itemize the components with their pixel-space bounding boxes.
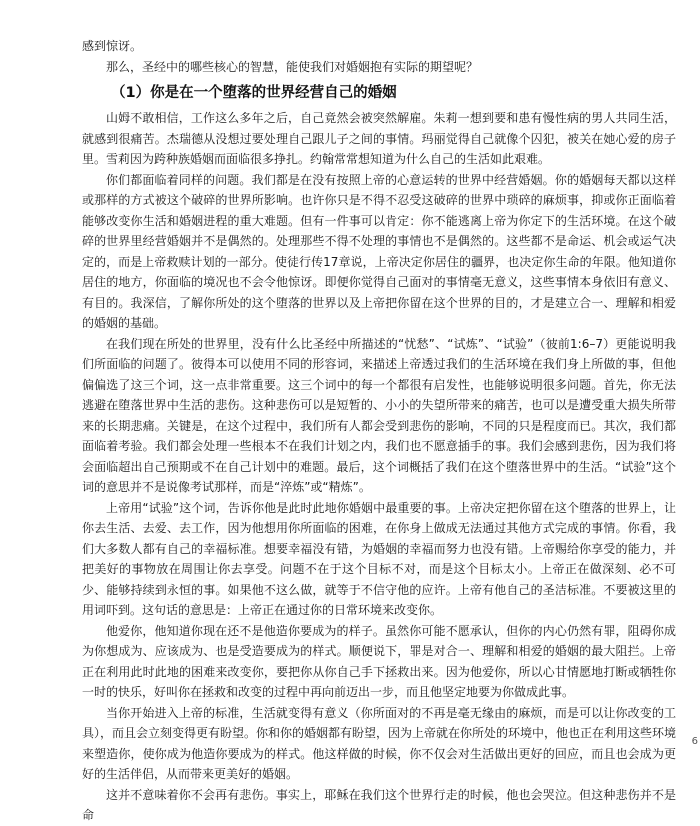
paragraph-1: 山姆不敢相信，工作这么多年之后，自己竟然会被突然解雇。朱莉一想到要和患有慢性病的男人共同生活，就感到很痛苦。杰瑞德从没想过要处理自己跟儿子之间的事情。玛丽觉得自己就像个囚犯，被关在她心爱的房子里。雪莉因为跨种族婚姻而面临很多挣扎。约翰常常想知道为什么自己的生活如此艰难。: [82, 111, 676, 166]
paragraph-3: 在我们现在所处的世界里，没有什么比圣经中所描述的“忧愁”、“试炼”、“试验”（彼前1:6–7）更能说明我们所面临的问题了。彼得本可以使用不同的形容词，来描述上帝透过我们的生活环境在我们身上所做的事，但他偏偏选了这三个词，这一点非常重要。这三个词中的每一个都很有启发性，也能够说明很多问题。首先，你无法逃避在堕落世界中生活的悲伤。这种悲伤可以是短暂的、小小的失望所带来的痛苦，也可以是遭受重大损失所带来的长期悲痛。关键是，在这个过程中，我们所有人都会受到悲伤的影响，不同的只是程度而已。其次，我们都面临着考验。我们都会处理一些根本不在我们计划之内，我们也不愿意插手的事。我们会感到悲伤，因为我们将会面临超出自己预期或不在自己计划中的难题。最后，这个词概括了我们在这个堕落世界中的生活。“试验”这个词的意思并不是说像考试那样，而是“淬炼”或“精炼”。: [82, 336, 676, 494]
paragraph-4: 上帝用“试验”这个词，告诉你他是此时此地你婚姻中最重要的事。上帝决定把你留在这个堕落的世界上，让你去生活、去爱、去工作，因为他想用你所面临的困难，在你身上做成无法通过其他方式完成的事情。你看，我们大多数人都有自己的幸福标准。想要幸福没有错，为婚姻的幸福而努力也没有错。上帝赐给你享受的能力，并把美好的事物放在周围让你去享受。问题不在于这个目标不对，而是这个目标太小。上帝正在做深刻、必不可少、能够持续到永恒的事。如果他不这么做，就等于不信守他的应许。上帝有他自己的圣洁标准。不要被这里的用词吓到。这句话的意思是：上帝正在通过你的日常环境来改变你。: [82, 500, 676, 617]
page-number: 6: [691, 736, 698, 747]
paragraph-2: 你们都面临着同样的问题。我们都是在没有按照上帝的心意运转的世界中经营婚姻。你的婚姻每天都以这样或那样的方式被这个破碎的世界所影响。也许你只是不得不忍受这破碎的世界中琐碎的麻烦事，抑或你正面临着能够改变你生活和婚姻进程的重大难题。但有一件事可以肯定：你不能逃离上帝为你定下的生活环境。在这个破碎的世界里经营婚姻并不是偶然的。处理那些不得不处理的事情也不是偶然的。这些都不是命运、机会或运气决定的，而是上帝救赎计划的一部分。使徒行传17章说，上帝决定你居住的疆界，也决定你生命的年限。他知道你居住的地方，你面临的境况也不会令他惊讶。即便你觉得自己面对的事情毫无意义，这些事情本身依旧有意义、有目的。我深信，了解你所处的这个堕落的世界以及上帝把你留在这个世界的目的，才是建立合一、理解和相爱的婚姻的基础。: [82, 172, 676, 330]
section-heading: （1）你是在一个堕落的世界经营自己的婚姻: [111, 85, 397, 101]
top-fragment: 感到惊讶。: [82, 39, 143, 53]
paragraph-5: 他爱你，他知道你现在还不是他造你要成为的样子。虽然你可能不愿承认，但你的内心仍然有罪，阻碍你成为你想成为、应该成为、也是受造要成为的样式。顺便说下，罪是对合一、理解和相爱的婚姻的最大阻拦。上帝正在利用此时此地的困难来改变你，要把你从你自己手下拯救出来。因为他爱你，所以心甘情愿地打断或牺牲你一时的快乐，好叫你在拯救和改变的过程中再向前迈出一步，而且他坚定地要为你做成此事。: [82, 623, 676, 699]
paragraph-7: 这并不意味着你不会再有悲伤。事实上，耶稣在我们这个世界行走的时候，他也会哭泣。但这种悲伤并不是命: [82, 787, 676, 822]
paragraph-6: 当你开始进入上帝的标准，生活就变得有意义（你所面对的不再是毫无缘由的麻烦，而是可以让你改变的工具），而且会立刻变得更有盼望。你和你的婚姻都有盼望，因为上帝就在你所处的环境中，他也正在利用这些环境来塑造你，使你成为他造你要成为的样式。他这样做的时候，你不仅会对生活做出更好的回应，而且也会成为更好的生活伴侣，从而带来更美好的婚姻。: [82, 705, 677, 781]
transition-question: 那么，圣经中的哪些核心的智慧，能使我们对婚姻抱有实际的期望呢？: [106, 59, 479, 74]
